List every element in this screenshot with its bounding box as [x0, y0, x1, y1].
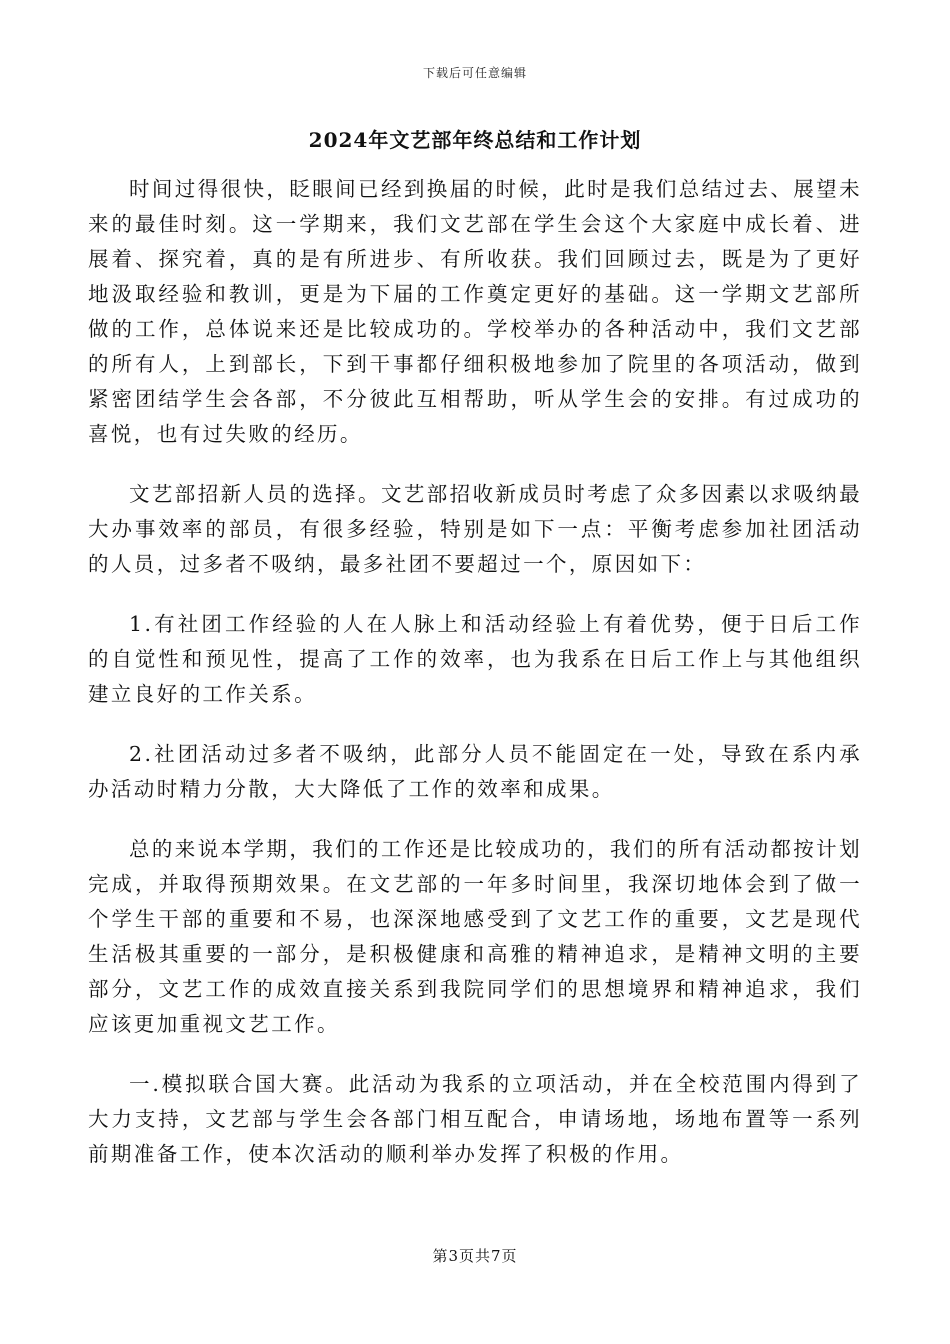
- header-note: 下载后可任意编辑: [422, 66, 527, 80]
- paragraph-reason-2: 2.社团活动过多者不吸纳，此部分人员不能固定在一处，导致在系内承办活动时精力分散，大大降低了工作的效率和成果。: [88, 742, 862, 801]
- document-body: [88, 172, 862, 1197]
- paragraph-recruitment: 文艺部招新人员的选择。文艺部招收新成员时考虑了众多因素以求吸纳最大办事效率的部员，有很多经验，特别是如下一点：平衡考虑参加社团活动的人员，过多者不吸纳，最多社团不要超过一个，原因如下：: [88, 482, 862, 576]
- page-number: 第3页共7页: [432, 1247, 518, 1265]
- document-title: 2024年文艺部年终总结和工作计划: [308, 128, 642, 152]
- paragraph-activity-1: 一.模拟联合国大赛。此活动为我系的立项活动，并在全校范围内得到了大力支持，文艺部与学生会各部门相互配合，申请场地，场地布置等一系列前期准备工作，使本次活动的顺利举办发挥了积极的作用。: [88, 1072, 862, 1166]
- paragraph-summary: 总的来说本学期，我们的工作还是比较成功的，我们的所有活动都按计划完成，并取得预期效果。在文艺部的一年多时间里，我深切地体会到了做一个学生干部的重要和不易，也深深地感受到了文艺工作的重要，文艺是现代生活极其重要的一部分，是积极健康和高雅的精神追求，是精神文明的主要部分，文艺工作的成效直接关系到我院同学们的思想境界和精神追求，我们应该更加重视文艺工作。: [88, 837, 862, 1036]
- paragraph-reason-1: 1.有社团工作经验的人在人脉上和活动经验上有着优势，便于日后工作的自觉性和预见性，提高了工作的效率，也为我系在日后工作上与其他组织建立良好的工作关系。: [88, 612, 862, 706]
- paragraph-intro: 时间过得很快，眨眼间已经到换届的时候，此时是我们总结过去、展望未来的最佳时刻。这一学期来，我们文艺部在学生会这个大家庭中成长着、进展着、探究着，真的是有所进步、有所收获。我们回顾过去，既是为了更好地汲取经验和教训，更是为下届的工作奠定更好的基础。这一学期文艺部所做的工作，总体说来还是比较成功的。学校举办的各种活动中，我们文艺部的所有人，上到部长，下到干事都仔细积极地参加了院里的各项活动，做到紧密团结学生会各部，不分彼此互相帮助，听从学生会的安排。有过成功的喜悦，也有过失败的经历。: [88, 177, 862, 446]
